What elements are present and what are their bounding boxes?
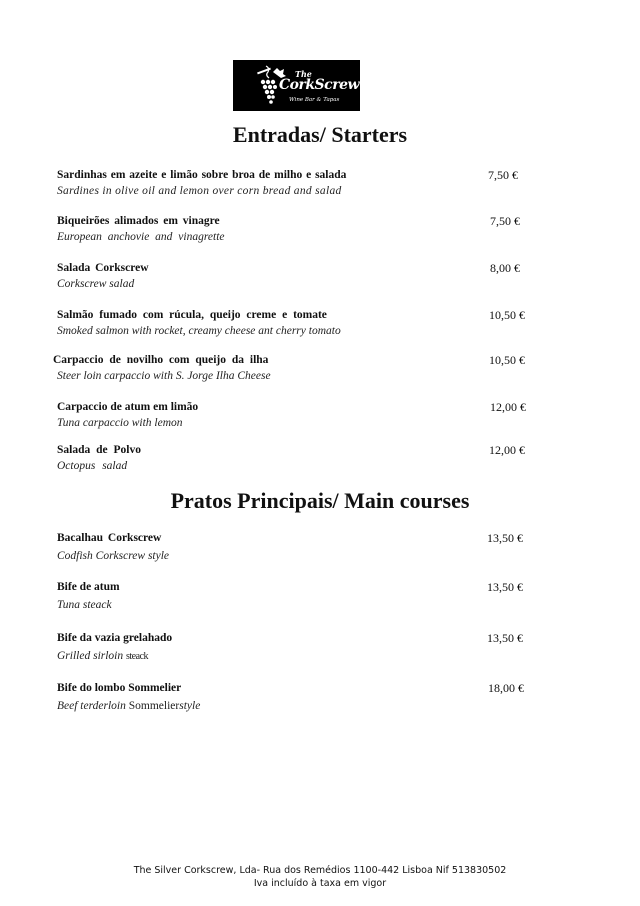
section-title-starters: Entradas/ Starters — [232, 122, 408, 147]
section-title-main-courses: Pratos Principais/ Main courses — [170, 488, 470, 513]
item-name-en: Tuna steack — [57, 599, 112, 611]
footer-vat-note: Iva incluído à taxa em vigor — [253, 878, 387, 889]
item-name-pt: Bacalhau Corkscrew — [57, 532, 162, 544]
corkscrew-logo — [233, 60, 360, 111]
item-price: 10,50 € — [489, 353, 525, 367]
logo-name-text: CorkScrew — [279, 77, 360, 93]
item-name-pt: Carpaccio de atum em limão — [57, 401, 199, 413]
menu-item — [57, 214, 527, 244]
item-name-pt: Bife de atum — [57, 581, 120, 593]
menu-item — [57, 531, 527, 563]
item-name-en: Sardines in olive oil and lemon over corn bread and salad — [57, 185, 342, 197]
item-name-pt: Sardinhas em azeite e limão sobre broa de milho e salada — [57, 169, 347, 181]
item-name-en: Grilled sirloin — [57, 650, 124, 662]
menu-item — [57, 580, 527, 612]
item-name-en-suffix: steack — [126, 651, 149, 662]
item-name-en: Tuna carpaccio with lemon — [57, 417, 183, 429]
item-price: 8,00 € — [490, 261, 520, 275]
item-name-pt: Salada de Polvo — [57, 444, 141, 456]
footer-company-address: The Silver Corkscrew, Lda- Rua dos Remédios 1100-442 Lisboa Nif 513830502 — [133, 865, 507, 876]
item-name-en-brand: Sommelier — [128, 700, 180, 712]
item-name-pt: Biqueirões alimados em vinagre — [57, 215, 220, 227]
item-name-en: Smoked salmon with rocket, creamy cheese ant cherry tomato — [57, 325, 341, 337]
item-price: 12,00 € — [489, 443, 525, 457]
logo-the-text: The — [295, 69, 312, 79]
footer — [0, 864, 640, 890]
item-name-en: Corkscrew salad — [57, 278, 135, 290]
menu-item — [57, 443, 527, 473]
item-name-en-suffix: style — [179, 700, 201, 712]
item-name-en: European anchovie and vinagrette — [57, 231, 225, 243]
menu-item — [57, 261, 527, 291]
menu-item — [57, 400, 527, 430]
item-price: 7,50 € — [490, 214, 520, 228]
item-name-pt: Bife do lombo Sommelier — [57, 682, 182, 694]
item-price: 13,50 € — [487, 580, 523, 594]
item-price: 13,50 € — [487, 631, 523, 645]
item-name-pt: Salada Corkscrew — [57, 262, 149, 274]
item-name-pt: Carpaccio de novilho com queijo da ilha — [53, 354, 269, 366]
menu-item — [57, 308, 527, 338]
item-name-en: Codfish Corkscrew style — [57, 550, 170, 562]
item-price: 12,00 € — [490, 400, 526, 414]
item-name-en: Beef terderloin — [57, 700, 126, 712]
item-price: 10,50 € — [489, 308, 525, 322]
logo-tagline: Wine Bar & Tapas — [289, 97, 340, 103]
item-name-pt: Salmão fumado com rúcula, queijo creme e tomate — [57, 309, 327, 321]
menu-item — [57, 631, 527, 664]
item-name-en: Octopus salad — [57, 460, 128, 472]
item-price: 13,50 € — [487, 531, 523, 545]
item-name-en: Steer loin carpaccio with S. Jorge Ilha Cheese — [57, 370, 271, 382]
menu-item — [57, 681, 527, 713]
item-name-pt: Bife da vazia grelahado — [57, 632, 173, 644]
menu-item — [53, 353, 523, 383]
item-price: 7,50 € — [488, 168, 518, 182]
menu-item — [57, 168, 527, 198]
item-price: 18,00 € — [488, 681, 524, 695]
